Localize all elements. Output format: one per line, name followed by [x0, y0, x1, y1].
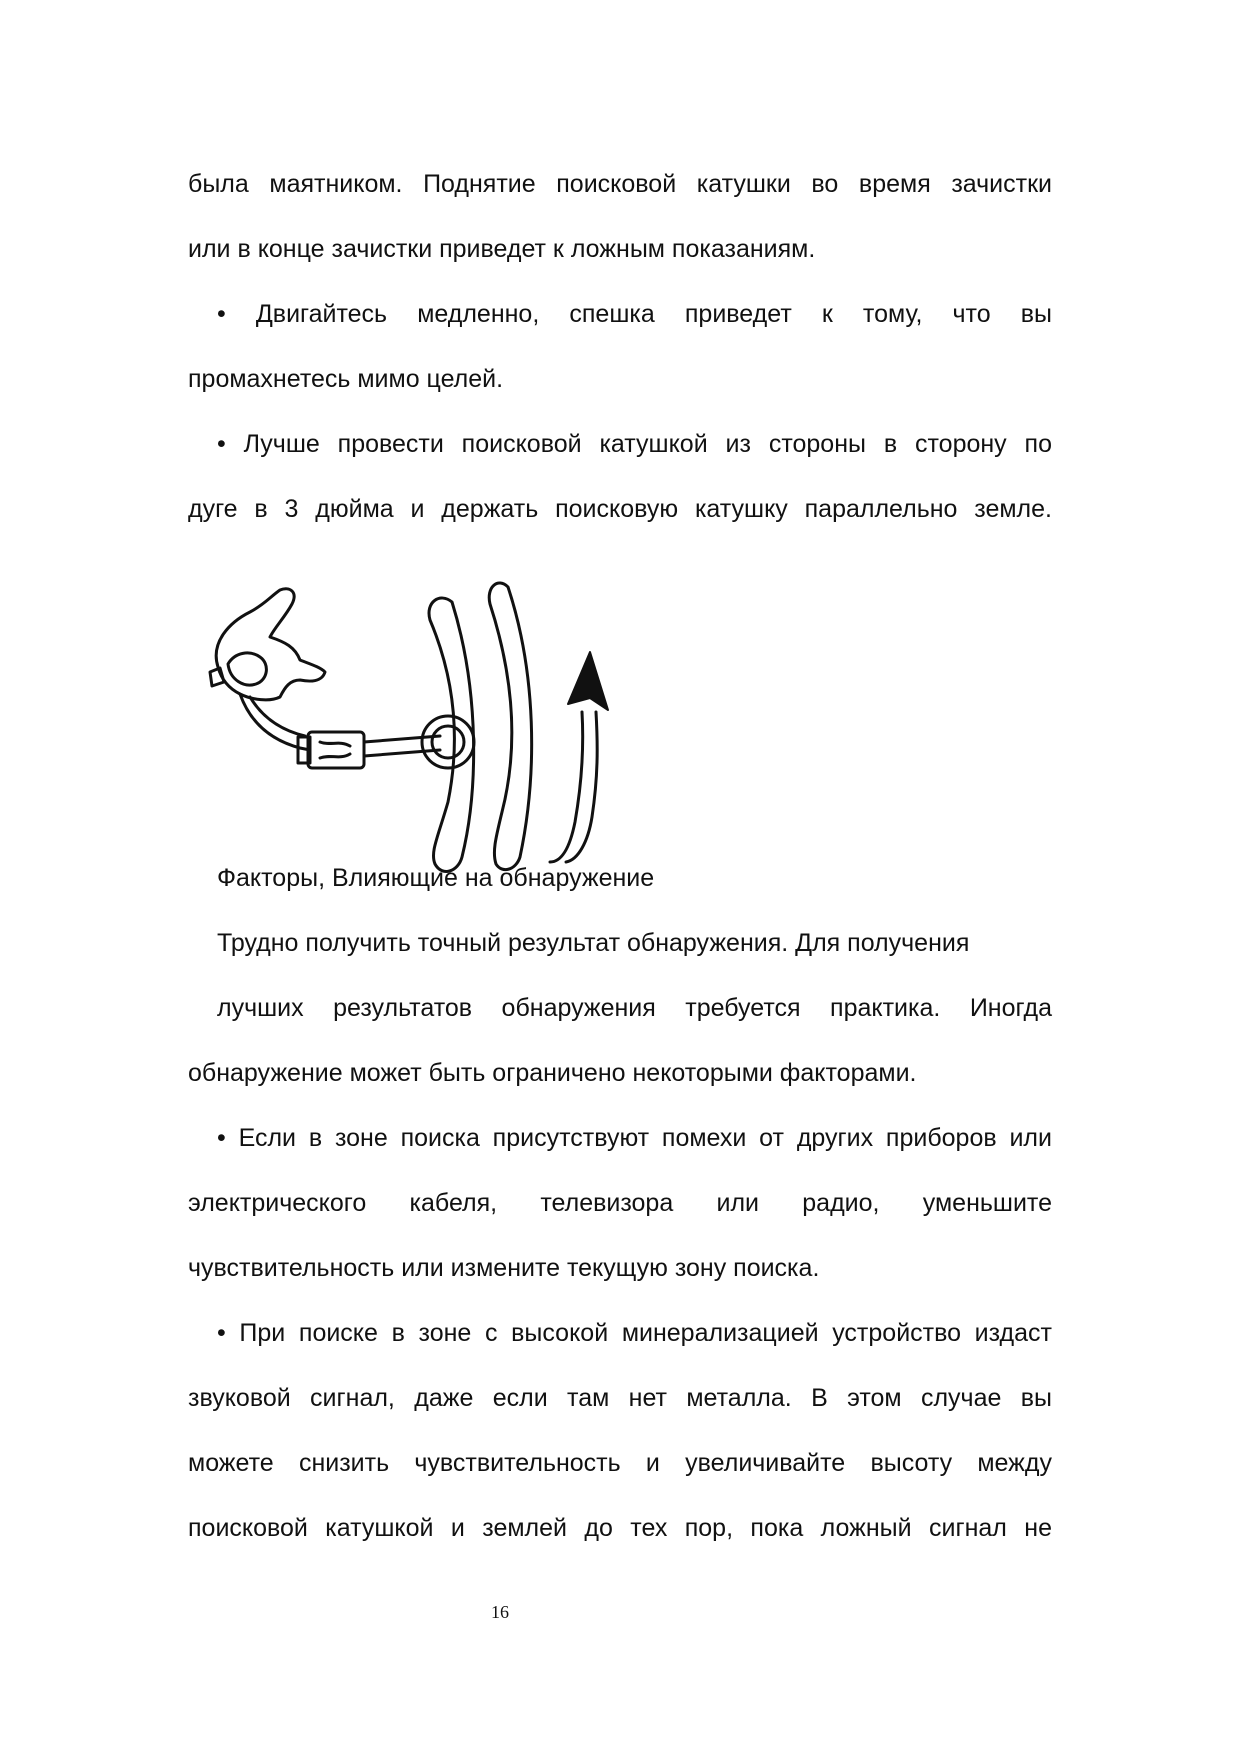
text-line-8: Трудно получить точный результат обнаружения. Для получения	[217, 929, 970, 957]
sweep-arc-2	[489, 583, 531, 870]
bullet-slow-movement: • Двигайтесь медленно, спешка приведет к тому, что вы	[217, 300, 1052, 328]
bullet-sweep-arc: • Лучше провести поисковой катушкой из стороны в сторону по	[217, 430, 1052, 458]
section-heading: Факторы, Влияющие на обнаружение	[217, 864, 655, 892]
sweep-arc-3	[550, 712, 583, 862]
text-line-17: поисковой катушкой и землей до тех пор, пока ложный сигнал не	[188, 1514, 1052, 1542]
sweep-arc-1	[429, 598, 474, 871]
text-line-10: обнаружение может быть ограничено некоторыми факторами.	[188, 1059, 917, 1087]
text-line-2: или в конце зачистки приведет к ложным показаниям.	[188, 235, 816, 263]
text-line-16: можете снизить чувствительность и увеличивайте высоту между	[188, 1449, 1052, 1477]
bullet-interference: • Если в зоне поиска присутствуют помехи от других приборов или	[217, 1124, 1052, 1152]
detector-control-box	[308, 732, 364, 768]
bullet-mineralization: • При поиске в зоне с высокой минерализацией устройство издаст	[217, 1319, 1052, 1347]
sweep-illustration	[190, 572, 690, 892]
text-line-9: лучших результатов обнаружения требуется практика. Иногда	[217, 994, 1052, 1022]
text-line-4: промахнетесь мимо целей.	[188, 365, 504, 393]
direction-arrow	[568, 652, 608, 710]
text-line-6: дуге в 3 дюйма и держать поисковую катушку параллельно земле.	[188, 495, 1052, 523]
text-line-15: звуковой сигнал, даже если там нет металла. В этом случае вы	[188, 1384, 1052, 1412]
person-figure	[216, 589, 325, 700]
text-line-1: была маятником. Поднятие поисковой катушки во время зачистки	[188, 170, 1052, 198]
text-line-13: чувствительность или измените текущую зону поиска.	[188, 1254, 820, 1282]
text-line-12: электрического кабеля, телевизора или радио, уменьшите	[188, 1189, 1052, 1217]
page-number: 16	[491, 1602, 509, 1622]
search-coil	[422, 716, 474, 768]
